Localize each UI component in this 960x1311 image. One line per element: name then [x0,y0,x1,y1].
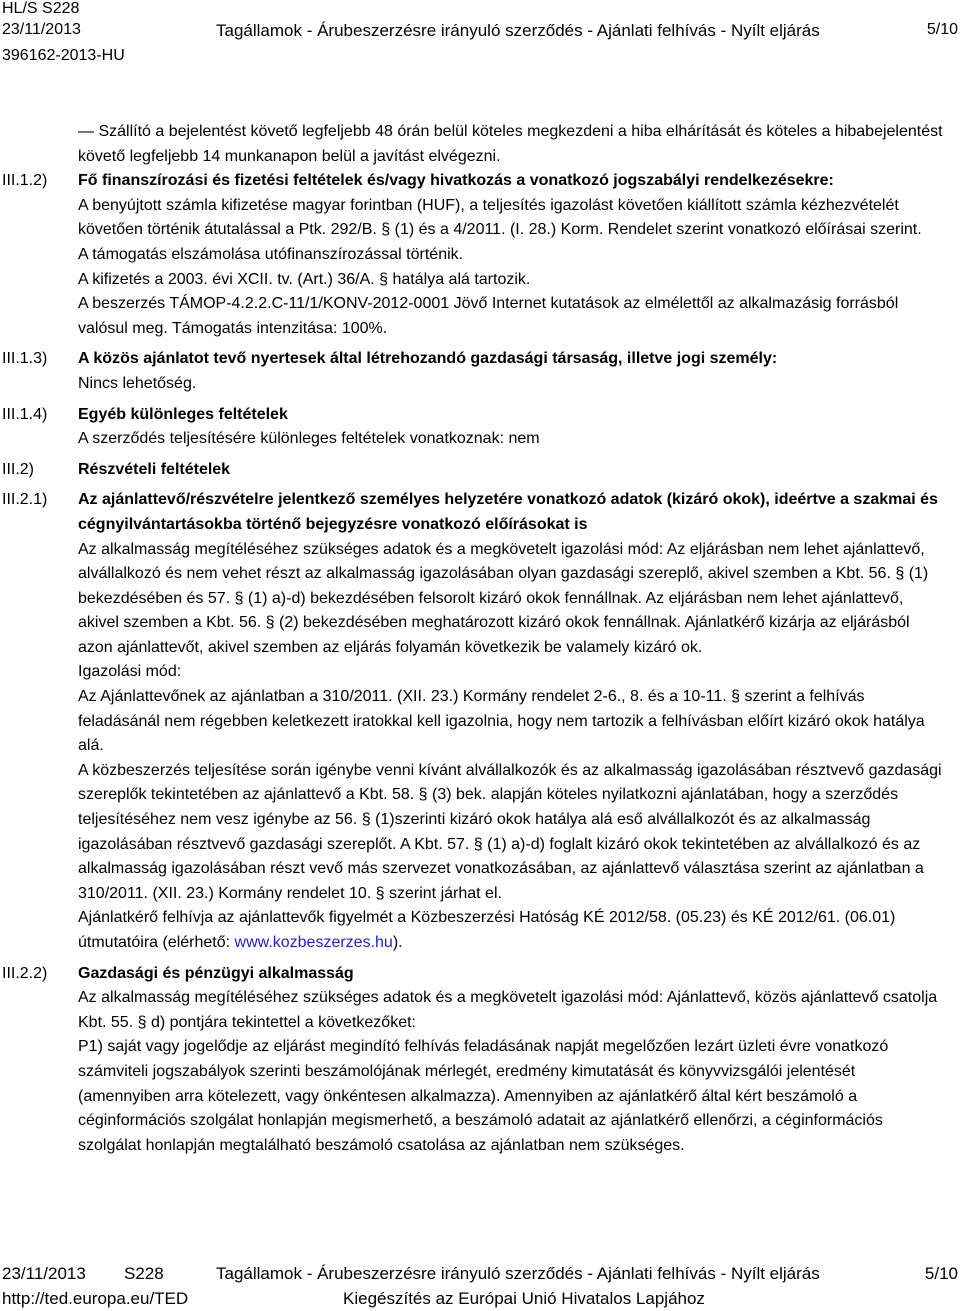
section-iii-2-2 [0,962,960,1159]
section-iii-1-2 [0,169,960,341]
section-label: III.2) [2,460,35,478]
footer-url: http://ted.europa.eu/TED [2,1289,189,1308]
section-label: III.2.2) [2,964,48,982]
footer-title: Tagállamok - Árubeszerzésre irányuló szerződés - Ajánlati felhívás - Nyílt eljárás [216,1264,820,1283]
section-heading: Egyéb különleges feltételek [78,405,288,423]
paragraph: A benyújtott számla kifizetése magyar forintban (HUF), a teljesítés igazolást követően kiállított számla kézhezvételét követően történik átutalással a Ptk. 292/B. § (1) és a 4/2011. (I. 28.) Korm. Rendelet szerint vonatkozó előírásai szerint. [78,196,922,239]
section-heading: Részvételi feltételek [78,460,231,478]
page-footer [0,1264,960,1311]
paragraph: A közbeszerzés teljesítése során igénybe venni kívánt alvállalkozók és az alkalmasság igazolásában résztvevő gazdasági szereplők tekintetében az ajánlattevő a Kbt. 58. § (3) bek. alapján köteles nyilatkozni ajánlatában, hogy a szerződés teljesítéséhez nem vesz igénybe az 56. § (1)szerinti kizáró okok hatálya alá eső alvállalkozót és az alkalmasság igazolásában résztvevő gazdasági szereplőt. A Kbt. 57. § (1) a)-d) foglalt kizáró okok tekintetében az alvállalkozó és az alkalmasság igazolásában részt vevő más szervezet vonatkozásában, az ajánlattevő választása szerint az ajánlatban a 310/2011. (XII. 23.) Kormány rendelet 10. § szerint járhat el. [78,761,942,902]
paragraph-text: Ajánlatkérő felhívja az ajánlattevők figyelmét a Közbeszerzési Hatóság KÉ 2012/58. (05.23) és KÉ 2012/61. (06.01) útmutatóira (elérhető: [78,909,896,951]
paragraph: A szerződés teljesítésére különleges feltételek vonatkoznak: nem [78,430,540,448]
paragraph: Igazolási mód: [78,663,182,681]
paragraph-text: ). [392,934,403,951]
document-body [0,120,960,1158]
paragraph: Az alkalmasság megítéléséhez szükséges adatok és a megkövetelt igazolási mód: Ajánlattevő, közös ajánlattevő csatolja Kbt. 55. § d) pontjára tekintettel a következőket: [78,989,938,1031]
header-doc-id: 396162-2013-HU [2,47,125,64]
section-heading: Gazdasági és pénzügyi alkalmasság [78,964,354,982]
paragraph: Nincs lehetőség. [78,374,197,392]
paragraph: A beszerzés TÁMOP-4.2.2.C-11/1/KONV-2012-0001 Jövő Internet kutatások az elmélettől az alkalmazásig forrásból valósul meg. Támogatás intenzitása: 100%. [78,295,899,337]
section-intro [0,120,960,169]
footer-series: S228 [124,1264,164,1283]
header-title: Tagállamok - Árubeszerzésre irányuló szerződés - Ajánlati felhívás - Nyílt eljárás [216,21,820,40]
section-iii-1-3 [0,347,960,396]
paragraph: A kifizetés a 2003. évi XCII. tv. (Art.) 36/A. § hatálya alá tartozik. [78,270,531,288]
footer-supplement: Kiegészítés az Európai Unió Hivatalos Lapjához [343,1289,705,1308]
section-heading: Az ajánlattevő/részvételre jelentkező személyes helyzetére vonatkozó adatok (kizáró okok), ideértve a szakmai és cégnyilvántartásokba történő bejegyzésre vonatkozó előírásokat is [78,491,938,533]
section-iii-1-4 [0,403,960,452]
footer-date: 23/11/2013 [2,1264,86,1283]
header-date: 23/11/2013 [2,21,81,38]
section-label: III.1.3) [2,350,48,368]
paragraph: A támogatás elszámolása utófinanszírozással történik. [78,245,464,263]
paragraph: P1) saját vagy jogelődje az eljárást megindító felhívás feladásának napját megelőzően lezárt üzleti évre vonatkozó számviteli jogszabályok szerinti beszámolójának mérlegét, eredmény kimutatását és könyvvizsgálói jelentését (amennyiben arra kötelezett, vagy önkéntesen alkalmazza). Amennyiben az ajánlatkérő által kért beszámoló a céginformációs szolgálat honlapján megismerhető, a beszámoló adatait az ajánlatkérő ellenőrzi, a céginformációs szolgálat honlapján megtalálható beszámoló csatolása az ajánlatban nem szükséges. [78,1038,889,1154]
paragraph [78,906,948,955]
footer-page-number: 5/10 [924,1264,958,1283]
section-label: III.1.4) [2,405,48,423]
section-iii-2 [0,458,960,483]
page-header [0,0,960,70]
kozbeszerzes-link[interactable]: www.kozbeszerzes.hu [234,934,393,951]
intro-text: — Szállító a bejelentést követő legfeljebb 48 órán belül köteles megkezdeni a hiba elhárítását és köteles a hibabejelentést követő legfeljebb 14 munkanapon belül a javítást elvégezni. [78,123,943,165]
section-heading: A közös ajánlatot tevő nyertesek által létrehozandó gazdasági társaság, illetve jogi személy: [78,350,778,368]
section-heading: Fő finanszírozási és fizetési feltételek és/vagy hivatkozás a vonatkozó jogszabályi rendelkezésekre: [78,172,834,190]
header-series: HL/S S228 [2,0,80,17]
section-label: III.2.1) [2,491,48,509]
paragraph: Az Ajánlattevőnek az ajánlatban a 310/2011. (XII. 23.) Kormány rendelet 2-6., 8. és a 10-11. § szerint a felhívás feladásánál nem régebben keletkezett iratokkal kell igazolnia, hogy nem tartozik a felhívásban előírt kizáró okok hatálya alá. [78,688,925,755]
section-iii-2-1 [0,488,960,955]
paragraph: Az alkalmasság megítéléséhez szükséges adatok és a megkövetelt igazolási mód: Az eljárásban nem lehet ajánlattevő, alvállalkozó és nem vehet részt az alkalmasság igazolásában olyan gazdasági szereplő, akivel szemben a Kbt. 56. § (1) bekezdésében és 57. § (1) a)-d) bekezdésében felsorolt kizáró okok fennállnak. Az eljárásban nem lehet ajánlattevő, akivel szemben a Kbt. 56. § (2) bekezdésében meghatározott kizáró okok fennállnak. Ajánlatkérő kizárja az eljárásból azon ajánlattevőt, akivel szemben az eljárás folyamán következik be valamely kizáró ok. [78,540,929,656]
header-page-number: 5/10 [926,21,958,38]
section-label: III.1.2) [2,172,48,190]
